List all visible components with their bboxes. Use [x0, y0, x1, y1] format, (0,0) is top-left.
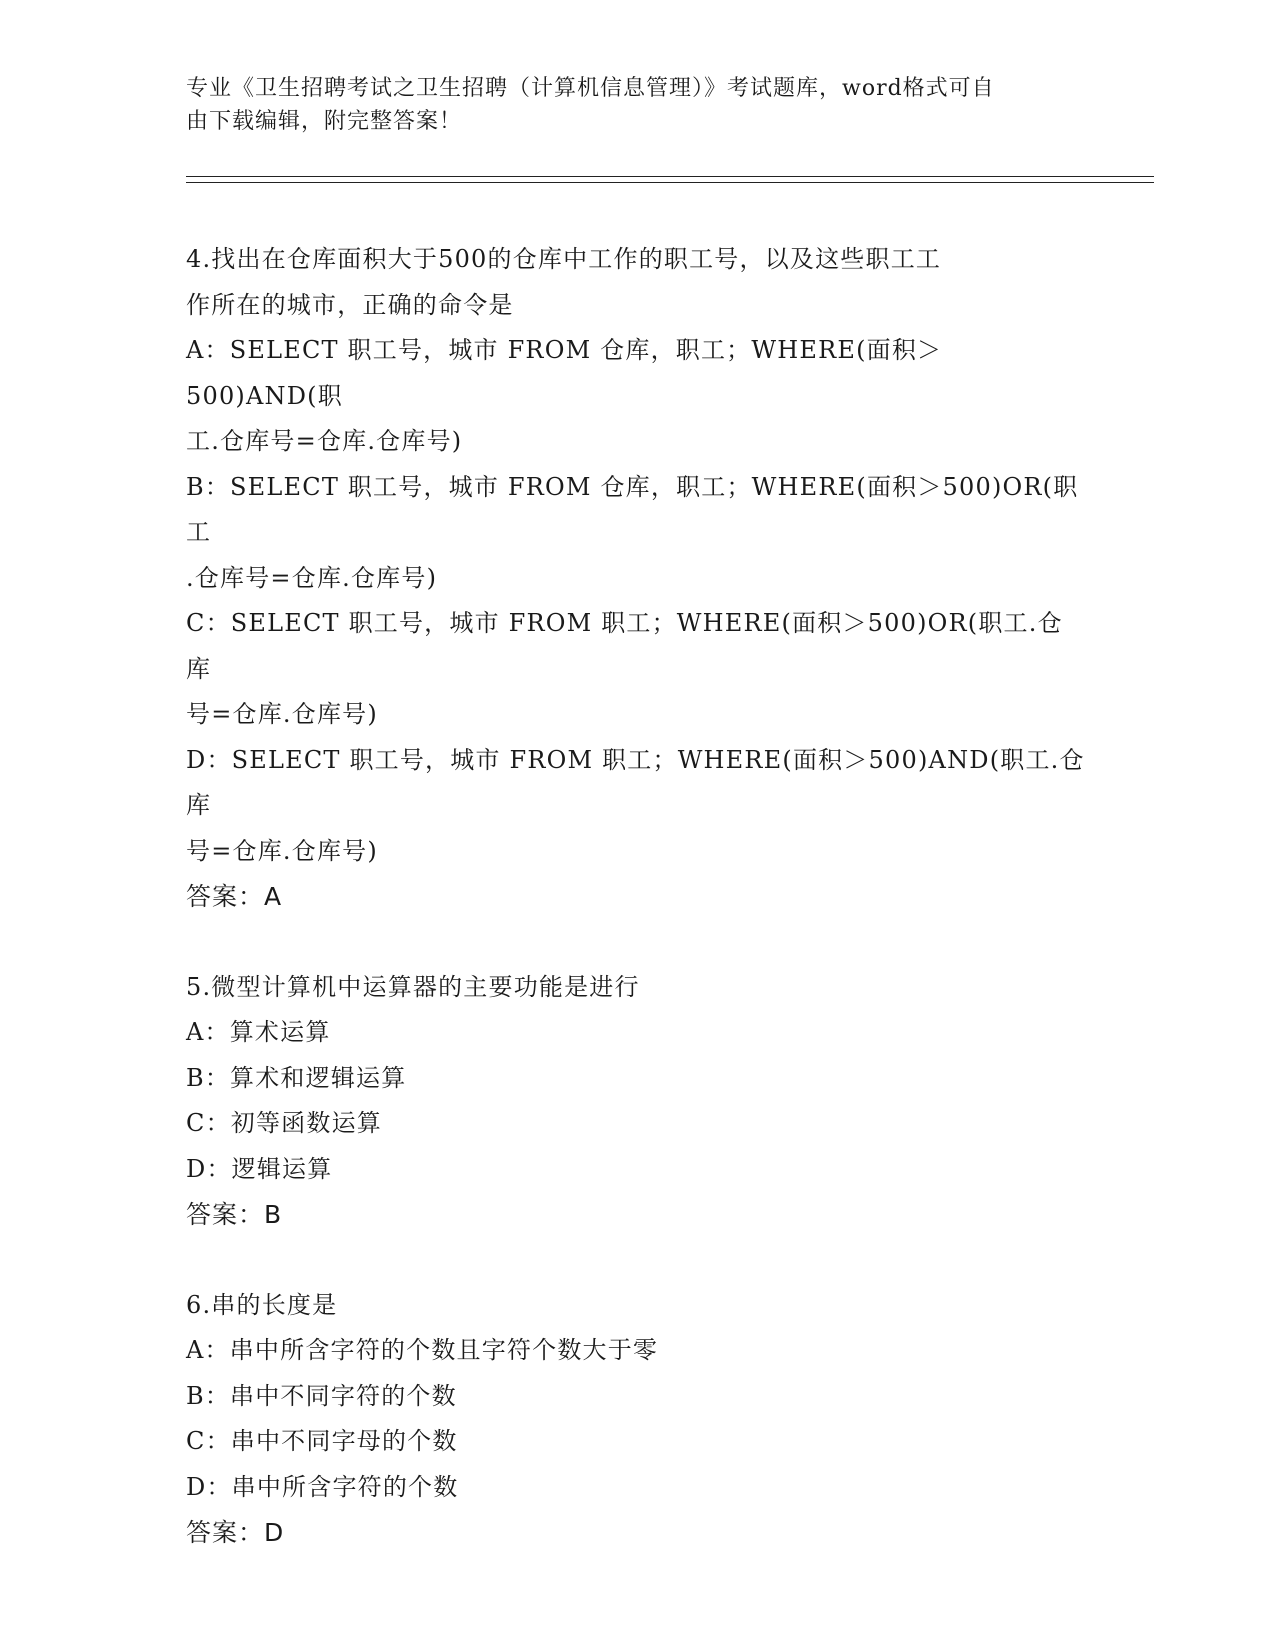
header-divider-top [186, 176, 1154, 177]
option-c: C：SELECT 职工号，城市 FROM 职工；WHERE(面积＞500)OR(职工.仓库 号=仓库.仓库号) [186, 609, 1063, 728]
option-c: C：串中不同字母的个数 [186, 1427, 458, 1455]
question-stem: 5.微型计算机中运算器的主要功能是进行 [186, 972, 640, 1001]
option-b: B：算术和逻辑运算 [186, 1063, 407, 1092]
option-a: A：SELECT 职工号，城市 FROM 仓库，职工；WHERE(面积＞500)AND(职 工.仓库号=仓库.仓库号) [186, 336, 943, 455]
option-d: D：逻辑运算 [186, 1154, 333, 1183]
option-b: B：串中不同字符的个数 [186, 1381, 457, 1410]
option-d: D：串中所含字符的个数 [186, 1472, 459, 1501]
answer-line: 答案：D [186, 1518, 285, 1547]
question-5 [186, 965, 1086, 1238]
option-a: A：算术运算 [186, 1018, 331, 1046]
answer-line: 答案：A [186, 882, 283, 911]
question-stem: 6.串的长度是 [186, 1290, 338, 1319]
question-list [186, 237, 1086, 1601]
header-divider-bottom [186, 182, 1154, 183]
document-intro: 专业《卫生招聘考试之卫生招聘（计算机信息管理）》考试题库，word格式可自 由下载编辑，附完整答案！ [186, 76, 995, 134]
option-d: D：SELECT 职工号，城市 FROM 职工；WHERE(面积＞500)AND(职工.仓库 号=仓库.仓库号) [186, 745, 1085, 865]
option-b: B：SELECT 职工号，城市 FROM 仓库，职工；WHERE(面积＞500)OR(职工 .仓库号=仓库.仓库号) [186, 472, 1079, 592]
option-a: A：串中所含字符的个数且字符个数大于零 [186, 1336, 659, 1364]
question-stem: 4.找出在仓库面积大于500的仓库中工作的职工号，以及这些职工工 作所在的城市，正确的命令是 [186, 245, 942, 319]
question-4 [186, 237, 1086, 920]
answer-line: 答案：B [186, 1200, 283, 1229]
option-c: C：初等函数运算 [186, 1109, 382, 1137]
question-6 [186, 1283, 1086, 1556]
